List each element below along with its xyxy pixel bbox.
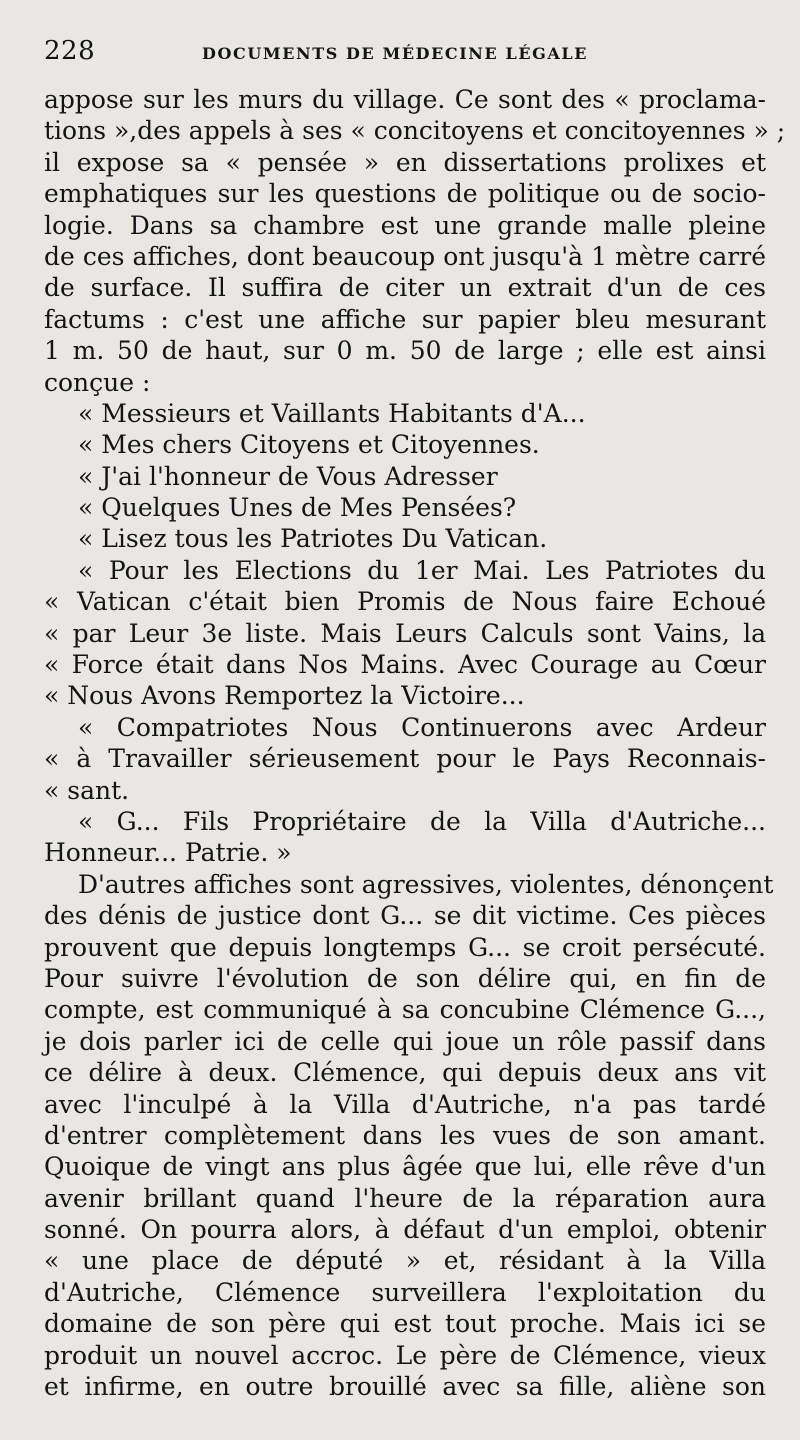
page-header	[44, 36, 760, 70]
text-line: avec l'inculpé à la Villa d'Autriche, n'a pas tardé	[44, 1089, 766, 1119]
text-line: ce délire à deux. Clémence, qui depuis deux ans vit	[44, 1058, 766, 1088]
page-number: 228	[44, 36, 96, 66]
text-line: tions »,des appels à ses « concitoyens et concitoyennes » ;	[44, 116, 786, 146]
text-line: « Lisez tous les Patriotes Du Vatican.	[78, 524, 548, 554]
text-line: de ces affiches, dont beaucoup ont jusqu'à 1 mètre carré	[44, 241, 766, 271]
text-line: appose sur les murs du village. Ce sont des « proclama-	[44, 85, 766, 114]
text-line: avenir brillant quand l'heure de la réparation aura	[44, 1183, 766, 1213]
text-line: produit un nouvel accroc. Le père de Clémence, vieux	[44, 1340, 766, 1370]
text-line: « Mes chers Citoyens et Citoyennes.	[78, 430, 540, 460]
text-line: « Vatican c'était bien Promis de Nous faire Echoué	[44, 587, 766, 617]
text-line: d'Autriche, Clémence surveillera l'exploitation du	[44, 1277, 766, 1307]
text-line: conçue :	[44, 367, 151, 397]
text-line: « Nous Avons Remportez la Victoire...	[44, 681, 525, 711]
text-line: d'entrer complètement dans les vues de son amant.	[44, 1120, 766, 1150]
text-line: « Pour les Elections du 1er Mai. Les Patriotes du	[78, 555, 766, 585]
running-title: DOCUMENTS DE MÉDECINE LÉGALE	[202, 44, 589, 63]
text-line: « Messieurs et Vaillants Habitants d'A...	[78, 398, 586, 428]
text-line: il expose sa « pensée » en dissertations prolixes et	[44, 147, 766, 177]
text-line: « une place de député » et, résidant à la Villa	[44, 1246, 766, 1276]
text-line: emphatiques sur les questions de politique ou de socio-	[44, 179, 766, 209]
text-line: « J'ai l'honneur de Vous Adresser	[78, 461, 498, 491]
text-line: Quoique de vingt ans plus âgée que lui, elle rêve d'un	[44, 1152, 766, 1182]
text-line: compte, est communiqué à sa concubine Clémence G...,	[44, 995, 766, 1025]
text-line: sonné. On pourra alors, à défaut d'un emploi, obtenir	[44, 1215, 766, 1245]
text-line: factums : c'est une affiche sur papier bleu mesurant	[44, 304, 766, 334]
body-text	[44, 84, 786, 1402]
text-line: et infirme, en outre brouillé avec sa fille, aliène son	[44, 1372, 766, 1402]
text-line: Pour suivre l'évolution de son délire qui, en fin de	[44, 963, 766, 993]
text-line: de surface. Il suffira de citer un extrait d'un de ces	[44, 273, 766, 303]
text-line: prouvent que depuis longtemps G... se croit persécuté.	[44, 932, 766, 962]
text-line: domaine de son père qui est tout proche. Mais ici se	[44, 1309, 766, 1339]
text-line: je dois parler ici de celle qui joue un rôle passif dans	[44, 1026, 766, 1056]
text-line: 1 m. 50 de haut, sur 0 m. 50 de large ; elle est ainsi	[44, 336, 766, 366]
text-line: « sant.	[44, 775, 130, 805]
text-line: « Force était dans Nos Mains. Avec Courage au Cœur	[44, 650, 766, 680]
text-line: « Quelques Unes de Mes Pensées?	[78, 493, 517, 523]
text-line: « Compatriotes Nous Continuerons avec Ardeur	[78, 712, 766, 742]
text-line: logie. Dans sa chambre est une grande malle pleine	[44, 210, 766, 240]
text-line: « à Travailler sérieusement pour le Pays Reconnais-	[44, 744, 766, 774]
text-line: Honneur... Patrie. »	[44, 838, 292, 868]
text-line: D'autres affiches sont agressives, violentes, dénonçent	[78, 869, 774, 899]
text-line: « par Leur 3e liste. Mais Leurs Calculs sont Vains, la	[44, 618, 766, 648]
text-line: « G... Fils Propriétaire de la Villa d'Autriche...	[78, 806, 766, 836]
text-line: des dénis de justice dont G... se dit victime. Ces pièces	[44, 901, 766, 931]
